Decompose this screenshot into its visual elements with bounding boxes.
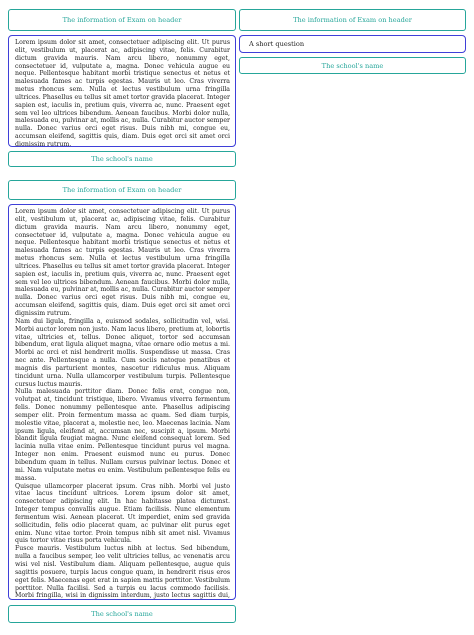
exam1-paragraph: Lorem ipsum dolor sit amet, consectetuer adipiscing elit. Ut purus elit, vestibulum ut, placerat ac, adipiscing vitae, felis. Curabitur dictum gravida mauris. Nam arcu libero, nonummy eget, consectetuer id, vulputate a, magna. Donec vehicula augue eu neque. Pellentesque habitant morbi tristique senectus et netus et malesuada fames ac turpis egestas. Mauris ut leo. Cras viverra metus rhoncus sem. Nulla et lectus vestibulum urna fringilla ultrices. Phasellus eu tellus sit amet tortor gravida placerat. Integer sapien est, iaculis in, pretium quis, viverra ac, nunc. Praesent eget sem vel leo ultrices bibendum. Aenean faucibus. Morbi dolor nulla, malesuada eu, pulvinar at, mollis ac, nulla. Curabitur auctor semper nulla. Donec varius orci eget risus. Duis nibh mi, congue eu, accumsan eleifend, sagittis quis, diam. Duis eget orci sit amet orci dignissim rutrum. [15,39,230,147]
exam2-header [8,180,236,200]
exam2-paragraph-4: Quisque ullamcorper placerat ipsum. Cras nibh. Morbi vel justo vitae lacus tincidunt ultrices. Lorem ipsum dolor sit amet, consectetuer adipiscing elit. In hac habitasse platea dictumst. Integer tempus convallis augue. Etiam facilisis. Nunc elementum fermentum wisi. Aenean placerat. Ut imperdiet, enim sed gravida sollicitudin, felis odio placerat quam, ac pulvinar elit purus eget enim. Nunc vitae tortor. Proin tempus nibh sit amet nisl. Vivamus quis tortor vitae risus porta vehicula. [15,482,230,545]
exam2-paragraph-2: Nam dui ligula, fringilla a, euismod sodales, sollicitudin vel, wisi. Morbi auctor lorem non justo. Nam lacus libero, pretium at, lobortis vitae, ultricies et, tellus. Donec aliquet, tortor sed accumsan bibendum, erat ligula aliquet magna, vitae ornare odio metus a mi. Morbi ac orci et nisl hendrerit mollis. Suspendisse ut massa. Cras nec ante. Pellentesque a nulla. Cum sociis natoque penatibus et magnis dis parturient montes, nascetur ridiculus mus. Aliquam tincidunt urna. Nulla ullamcorper vestibulum turpis. Pellentesque cursus luctus mauris. [15,317,230,388]
exam1-header [8,9,236,31]
right-footer-text: The school's name [321,61,384,70]
exam1-footer-text: The school's name [91,155,153,163]
exam1-footer [8,151,236,167]
exam2-paragraph-5: Fusce mauris. Vestibulum luctus nibh at lectus. Sed bibendum, nulla a faucibus semper, leo velit ultricies tellus, ac venenatis arcu wisi vel nisl. Vestibulum diam. Aliquam pellentesque, augue quis sagittis posuere, turpis lacus congue quam, in hendrerit risus eros eget felis. Maecenas eget erat in sapien mattis porttitor. Vestibulum porttitor. Nulla facilisi. Sed a turpis eu lacus commodo facilisis. Morbi fringilla, wisi in dignissim interdum, justo lectus sagittis dui, [15,545,230,600]
exam1-header-text: The information of Exam on header [62,16,182,24]
exam2-footer [8,605,236,623]
exam2-footer-text: The school's name [91,610,153,618]
exam1-body [8,35,236,147]
exam2-paragraph-3: Nulla malesuada porttitor diam. Donec felis erat, congue non, volutpat at, tincidunt tristique, libero. Vivamus viverra fermentum felis. Donec nonummy pellentesque ante. Phasellus adipiscing semper elit. Proin fermentum massa ac quam. Sed diam turpis, molestie vitae, placerat a, molestie nec, leo. Maecenas lacinia. Nam ipsum ligula, eleifend at, accumsan nec, suscipit a, ipsum. Morbi blandit ligula feugiat magna. Nunc eleifend consequat lorem. Sed lacinia nulla vitae enim. Pellentesque tincidunt purus vel magna. Integer non enim. Praesent euismod nunc eu purus. Donec bibendum quam in tellus. Nullam cursus pulvinar lectus. Donec et mi. Nam vulputate metus eu enim. Vestibulum pellentesque felis eu massa. [15,388,230,482]
exam2-paragraph-1: Lorem ipsum dolor sit amet, consectetuer adipiscing elit. Ut purus elit, vestibulum ut, placerat ac, adipiscing vitae, felis. Curabitur dictum gravida mauris. Nam arcu libero, nonummy eget, consectetuer id, vulputate a, magna. Donec vehicula augue eu neque. Pellentesque habitant morbi tristique senectus et netus et malesuada fames ac turpis egestas. Mauris ut leo. Cras viverra metus rhoncus sem. Nulla et lectus vestibulum urna fringilla ultrices. Phasellus eu tellus sit amet tortor gravida placerat. Integer sapien est, iaculis in, pretium quis, viverra ac, nunc. Praesent eget sem vel leo ultrices bibendum. Aenean faucibus. Morbi dolor nulla, malesuada eu, pulvinar at, mollis ac, nulla. Curabitur auctor semper nulla. Donec varius orci eget risus. Duis nibh mi, congue eu, accumsan eleifend, sagittis quis, diam. Duis eget orci sit amet orci dignissim rutrum. [15,208,230,317]
right-header-text: The information of Exam on header [293,16,412,24]
exam2-body [8,204,236,600]
right-header [239,9,466,31]
right-footer [239,57,466,74]
short-question-box [239,35,466,53]
short-question-text: A short question [249,40,305,48]
exam2-header-text: The information of Exam on header [62,186,182,194]
